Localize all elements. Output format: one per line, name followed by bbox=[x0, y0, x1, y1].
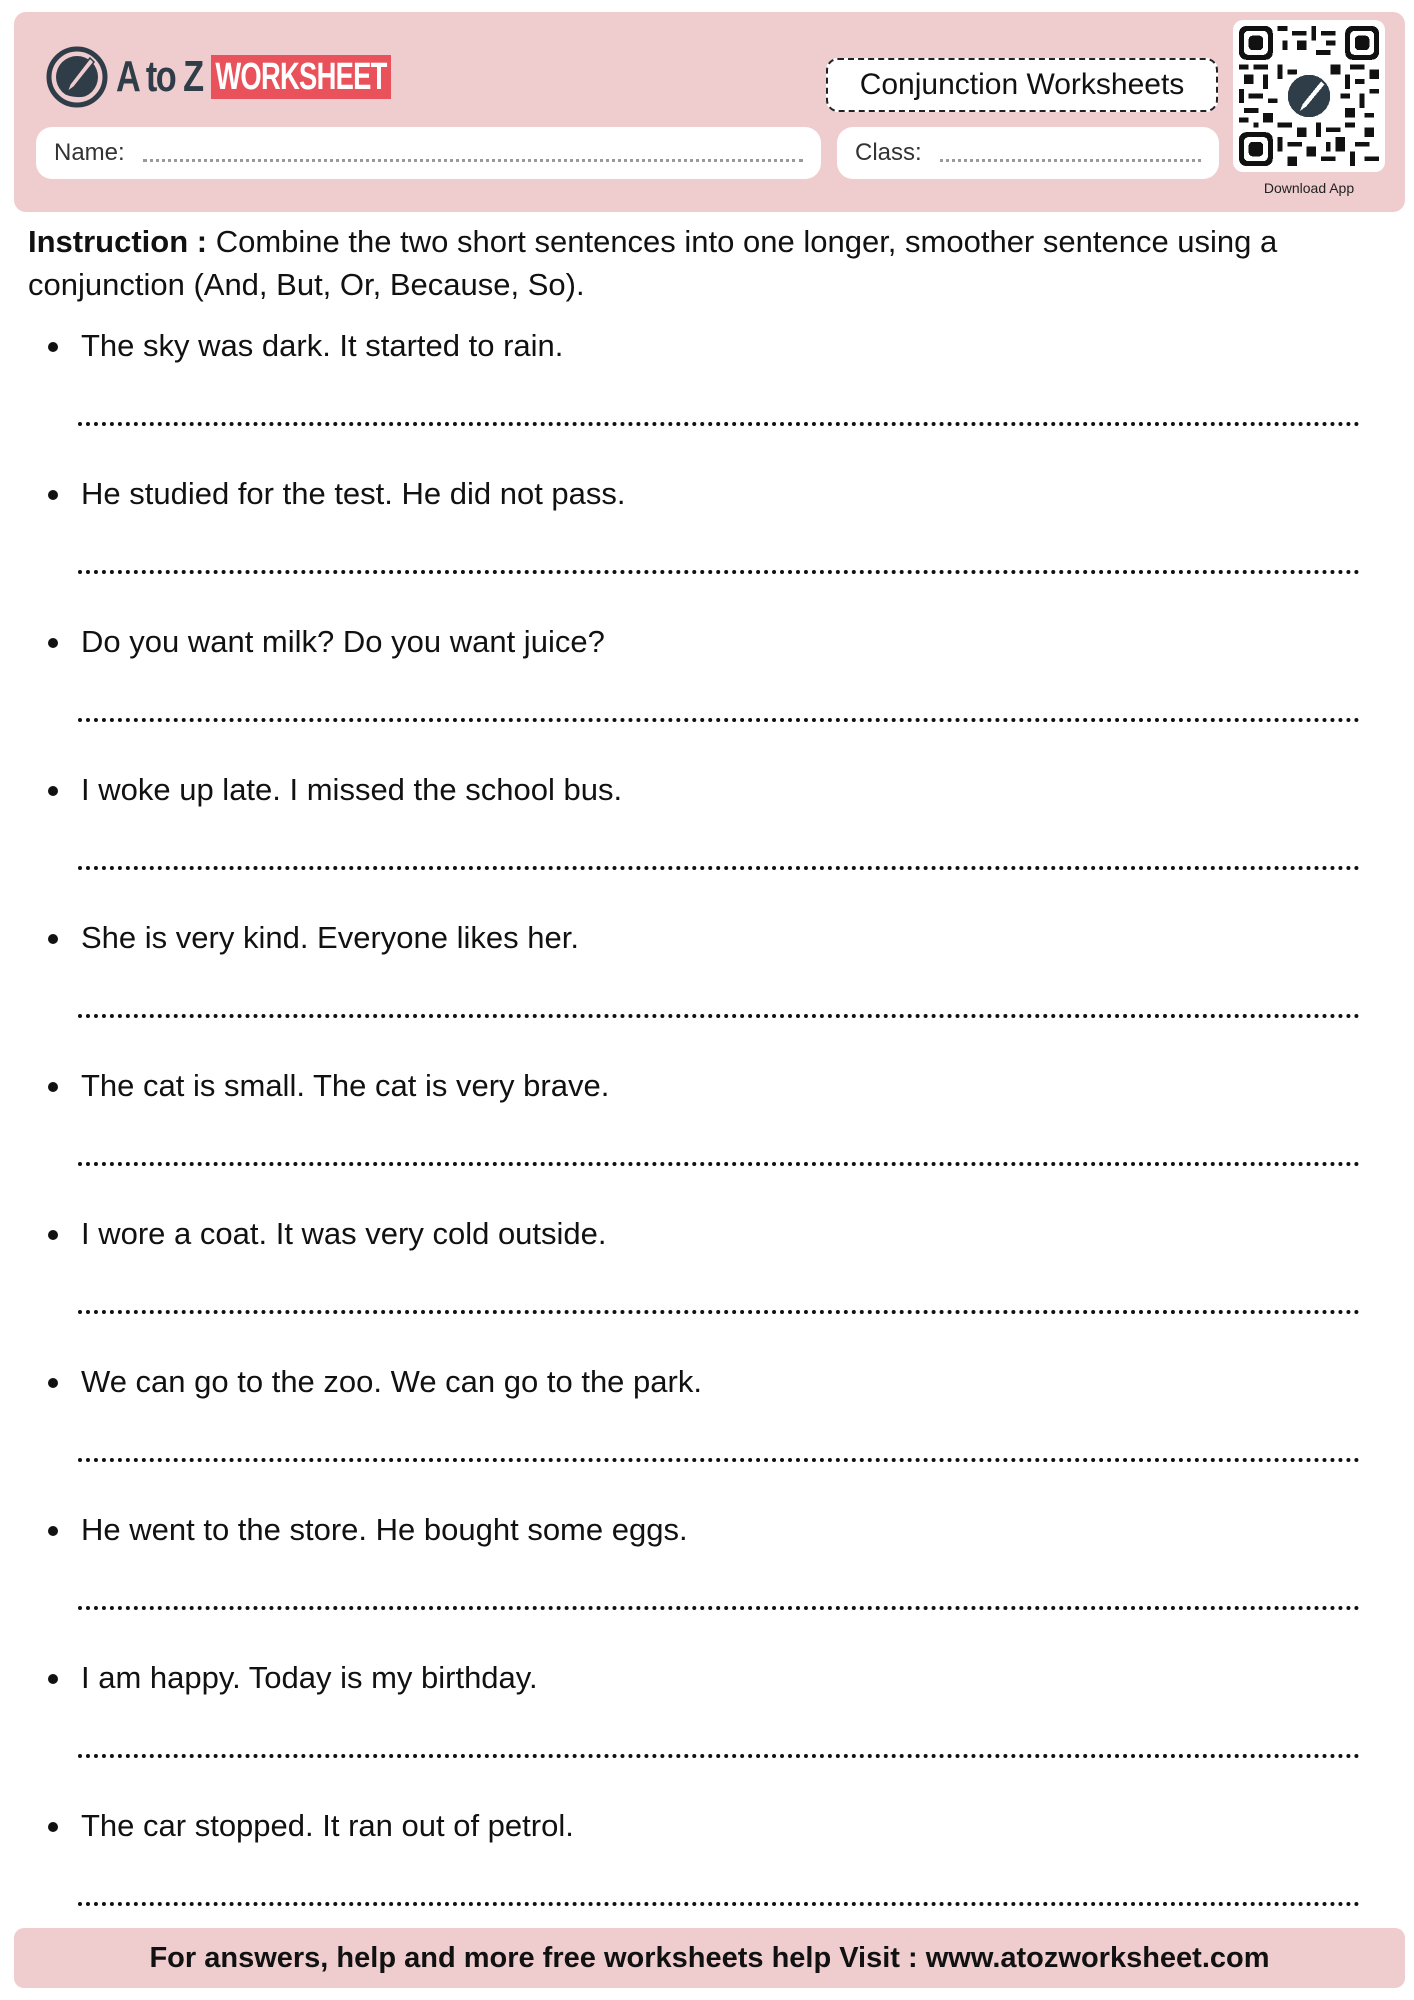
sentence-pair: He went to the store. He bought some eggs. bbox=[81, 1512, 688, 1547]
instruction-body: Combine the two short sentences into one longer, smoother sentence using a conjunction (And, But, Or, Because, So). bbox=[28, 224, 1278, 302]
answer-line[interactable] bbox=[78, 1902, 1360, 1906]
list-item bbox=[0, 466, 1414, 614]
pen-nib-circle-icon bbox=[46, 46, 108, 108]
bullet-icon bbox=[48, 1082, 58, 1092]
bullet-icon bbox=[48, 934, 58, 944]
answer-line[interactable] bbox=[78, 1606, 1360, 1610]
sentence-pair: He studied for the test. He did not pass. bbox=[81, 476, 626, 511]
download-app-qr[interactable] bbox=[1229, 20, 1389, 196]
answer-line[interactable] bbox=[78, 570, 1360, 574]
sentence-pair: I wore a coat. It was very cold outside. bbox=[81, 1216, 607, 1251]
bullet-icon bbox=[48, 342, 58, 352]
sentence-pair: We can go to the zoo. We can go to the park. bbox=[81, 1364, 702, 1399]
answer-line[interactable] bbox=[78, 422, 1360, 426]
list-item bbox=[0, 910, 1414, 1058]
sentence-pair: She is very kind. Everyone likes her. bbox=[81, 920, 579, 955]
site-logo[interactable] bbox=[46, 42, 461, 112]
sentence-pair: I am happy. Today is my birthday. bbox=[81, 1660, 538, 1695]
answer-line[interactable] bbox=[78, 1162, 1360, 1166]
bullet-icon bbox=[48, 786, 58, 796]
footer-banner bbox=[14, 1928, 1405, 1988]
answer-line[interactable] bbox=[78, 1458, 1360, 1462]
answer-line[interactable] bbox=[78, 1310, 1360, 1314]
name-field[interactable] bbox=[36, 127, 821, 179]
answer-line[interactable] bbox=[78, 866, 1360, 870]
footer-link-text[interactable]: For answers, help and more free worksheets help Visit : www.atozworksheet.com bbox=[149, 1941, 1270, 1974]
sentence-pair: The sky was dark. It started to rain. bbox=[81, 328, 564, 363]
sentence-pair: The cat is small. The cat is very brave. bbox=[81, 1068, 610, 1103]
sentence-pair: I woke up late. I missed the school bus. bbox=[81, 772, 623, 807]
class-input-line[interactable] bbox=[940, 158, 1201, 162]
sentence-pair: Do you want milk? Do you want juice? bbox=[81, 624, 605, 659]
answer-line[interactable] bbox=[78, 1754, 1360, 1758]
list-item bbox=[0, 1206, 1414, 1354]
worksheet-header bbox=[14, 12, 1405, 212]
bullet-icon bbox=[48, 1378, 58, 1388]
bullet-icon bbox=[48, 1526, 58, 1536]
worksheet-title: Conjunction Worksheets bbox=[826, 58, 1218, 112]
instruction-label: Instruction : bbox=[28, 224, 208, 259]
list-item bbox=[0, 1650, 1414, 1798]
name-label: Name: bbox=[54, 139, 125, 166]
bullet-icon bbox=[48, 638, 58, 648]
name-input-line[interactable] bbox=[143, 158, 803, 162]
exercise-list bbox=[0, 318, 1414, 1946]
bullet-icon bbox=[48, 490, 58, 500]
class-label: Class: bbox=[855, 139, 922, 166]
instruction-text bbox=[28, 220, 1358, 306]
qr-code-icon[interactable] bbox=[1233, 20, 1385, 172]
answer-line[interactable] bbox=[78, 718, 1360, 722]
logo-badge: WORKSHEET bbox=[211, 55, 391, 99]
list-item bbox=[0, 614, 1414, 762]
list-item bbox=[0, 762, 1414, 910]
list-item bbox=[0, 1502, 1414, 1650]
list-item bbox=[0, 318, 1414, 466]
bullet-icon bbox=[48, 1674, 58, 1684]
logo-text: A to Z bbox=[116, 52, 203, 101]
list-item bbox=[0, 1058, 1414, 1206]
download-app-label[interactable]: Download App bbox=[1263, 180, 1355, 196]
answer-line[interactable] bbox=[78, 1014, 1360, 1018]
sentence-pair: The car stopped. It ran out of petrol. bbox=[81, 1808, 574, 1843]
class-field[interactable] bbox=[837, 127, 1219, 179]
bullet-icon bbox=[48, 1230, 58, 1240]
list-item bbox=[0, 1798, 1414, 1946]
list-item bbox=[0, 1354, 1414, 1502]
bullet-icon bbox=[48, 1822, 58, 1832]
